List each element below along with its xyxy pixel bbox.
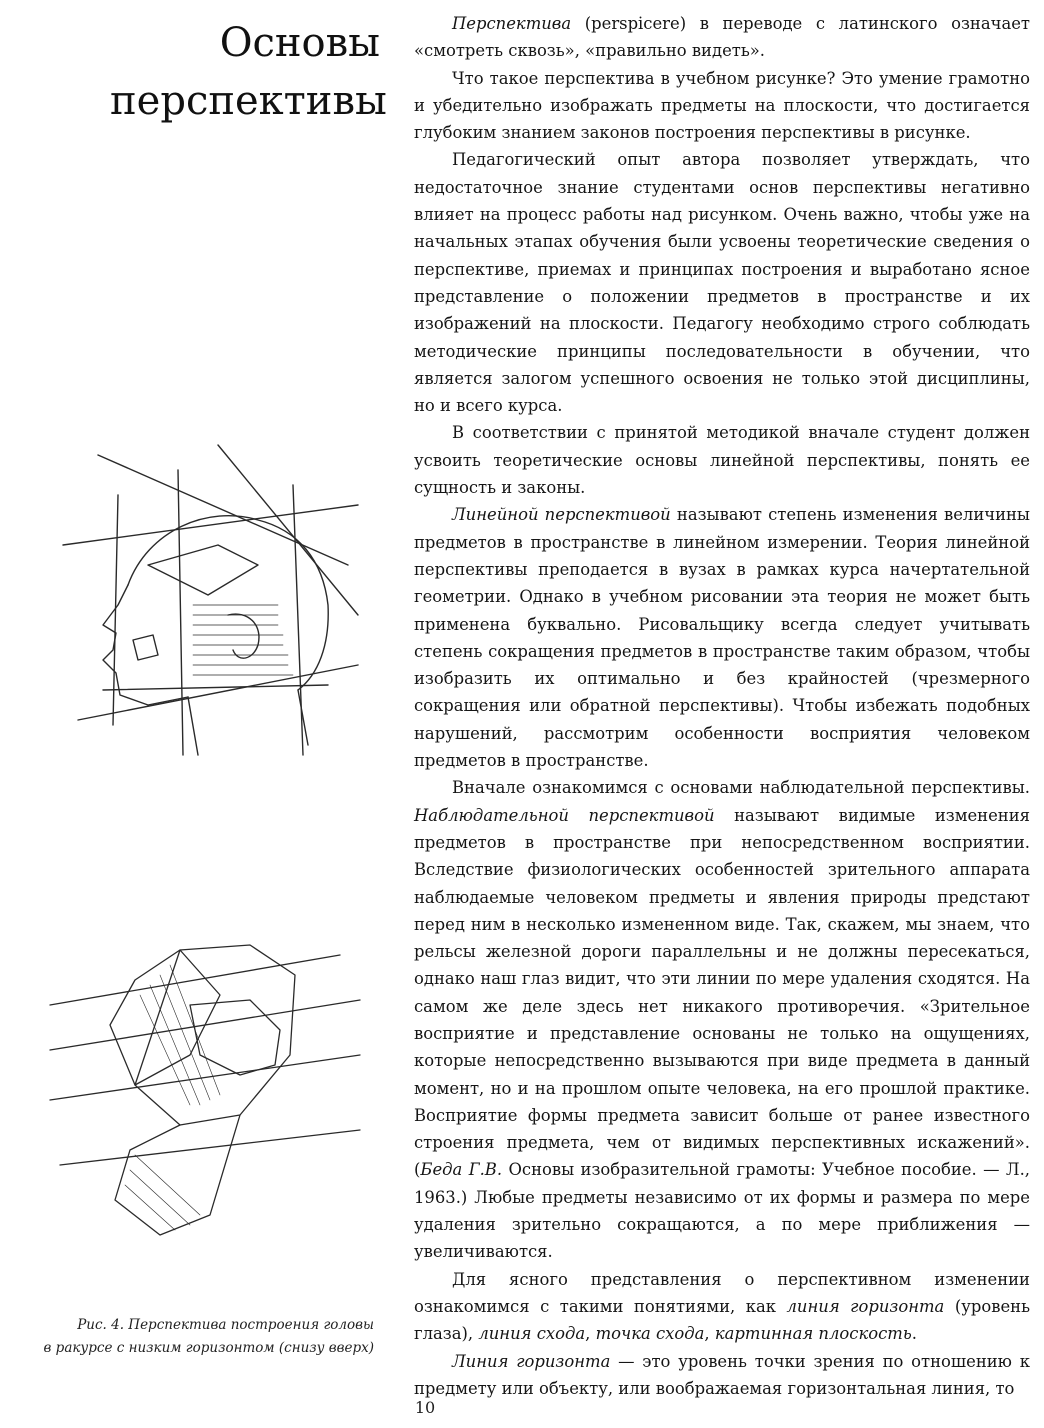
hatch-line <box>140 995 190 1105</box>
skull-contour <box>128 516 328 690</box>
ear <box>228 614 259 658</box>
head-construction-sketch-bottom <box>40 935 370 1245</box>
term-vanishing-point: точка схода <box>595 1324 705 1344</box>
term-horizon-line: линия горизонта <box>786 1296 945 1316</box>
separator: , <box>704 1324 715 1344</box>
paragraph-4: В соответствии с принятой методикой вначале студент должен усвоить теоретические основы линейной перспективы, понять ее сущность и законы. <box>414 423 1030 498</box>
construction-line <box>98 455 348 565</box>
paragraph-6-text: называют видимые изменения предметов в пространстве при непосредственном восприятии. Вследствие физиологических особенностей зрительного аппарата наблюдаемые человеком предметы и явления природы предстают перед ним в несколько измененном виде. Так, скажем, мы знаем, что рельсы железной дороги параллельны и не должны пересекаться, однако наш глаз видит, что эти линии по мере удаления сходятся. На самом же деле здесь нет никакого противоречия. «Зрительное восприятие и представление основаны не только на ощущениях, которые непосредственно вызываются при виде предмета в данный момент, но и на прошлом опыте человека, на его прошлой практике. Восприятие формы предмета зависит больше от ранее известного строения предмета, чем от видимых перспективных искажений». ( <box>414 805 1030 1180</box>
term-vanishing-line: линия схода <box>478 1324 586 1344</box>
head-construction-sketch-top <box>58 435 368 780</box>
neck <box>188 690 308 755</box>
separator: , <box>585 1324 596 1344</box>
paragraph-6-lead: Вначале ознакомимся с основами наблюдательной перспективы. <box>452 778 1030 798</box>
paragraph-8-text: — это уровень точки зрения по отношению к предмету или объекту, или воображаемая горизонтальная линия, то <box>414 1351 1030 1398</box>
construction-line <box>293 485 303 755</box>
paragraph-7 <box>414 1266 1030 1348</box>
paragraph-5 <box>414 501 1030 774</box>
term-perspective: Перспектива <box>452 14 572 33</box>
construction-line <box>103 685 328 690</box>
brow-plane <box>148 545 258 595</box>
construction-line <box>60 1130 360 1165</box>
nose-plane <box>190 1000 280 1075</box>
face-plane <box>135 950 220 1085</box>
paragraph-7-end: . <box>911 1324 917 1344</box>
construction-line <box>50 955 340 1005</box>
page-title: Основы перспективы <box>110 20 387 124</box>
paragraph-5-text: называют степень изменения величины предметов в пространстве в линейном измерении. Теория линейной перспективы преподается в вузах в рамках курса начертательной геометрии. Однако в учебном рисовании эта теория не может быть применена буквально. Рисовальщику всегда следует учитывать степень сокращения предметов в пространстве таким образом, чтобы изобразить их оптимально и без крайностей (чрезмерного сокращения или обратной перспективы). Чтобы избежать подобных нарушений, рассмотрим особенности восприятия человеком предметов в пространстве. <box>414 505 1030 771</box>
caption-line-1: Рис. 4. Перспектива построения головы <box>77 1317 374 1333</box>
citation-author: Беда Г.В. <box>420 1160 503 1180</box>
paragraph-1 <box>414 10 1030 65</box>
term-observational-perspective: Наблюдательной перспективой <box>414 805 715 825</box>
hatch-line <box>160 975 210 1100</box>
construction-line <box>63 505 358 545</box>
paragraph-7-lead: Для ясного представления о перспективном изменении ознакомимся с такими понятиями, как <box>414 1269 1030 1316</box>
paragraph-7-mid: (уровень глаза), <box>414 1296 1030 1344</box>
paragraph-3: Педагогический опыт автора позволяет утверждать, что недостаточное знание студентами основ перспективы негативно влияет на процесс работы над рисунком. Очень важно, чтобы уже на начальных этапах обучения были усвоены теоретические сведения о перспективе, приемах и принципах построения и выработано ясное представление о положении предметов в пространстве и их изображений на плоскости. Педагогу необходимо строго соблюдать методические принципы последовательности в обучении, что является залогом успешного освоения не только этой дисциплины, но и всего курса. <box>414 150 1030 416</box>
caption-line-2: в ракурсе с низким горизонтом (снизу вверх) <box>43 1340 374 1356</box>
paragraph-2: Что такое перспектива в учебном рисунке? Это умение грамотно и убедительно изображать предметы на плоскости, что достигается глубоким знанием законов построения перспективы в рисунке. <box>414 68 1030 143</box>
main-text-column <box>414 10 1030 1402</box>
hatch-line <box>150 985 200 1105</box>
paragraph-6-tail: Основы изобразительной грамоты: Учебное пособие. — Л., 1963.) Любые предметы независимо от их формы и размера по мере удаления зрительно сокращаются, а по мере приближения — увеличиваются. <box>414 1160 1030 1262</box>
mouth <box>133 635 158 660</box>
page-number: 10 <box>414 1398 436 1417</box>
hatch-line <box>135 1155 200 1215</box>
paragraph-1-text: (perspicere) в переводе с латинского означает «смотреть сквозь», «правильно видеть». <box>414 14 1030 61</box>
term-linear-perspective: Линейной перспективой <box>452 505 671 525</box>
construction-line <box>178 470 183 755</box>
head-facets <box>110 945 295 1125</box>
paragraph-8 <box>414 1348 1030 1403</box>
hatch-line <box>125 1185 175 1230</box>
neck-facets <box>115 1115 240 1235</box>
construction-line <box>50 1055 360 1100</box>
term-picture-plane: картинная плоскость <box>714 1324 912 1344</box>
term-horizon-line-def: Линия горизонта <box>452 1351 611 1371</box>
construction-line <box>218 445 358 615</box>
figure-caption <box>14 1314 374 1360</box>
paragraph-6 <box>414 774 1030 1265</box>
